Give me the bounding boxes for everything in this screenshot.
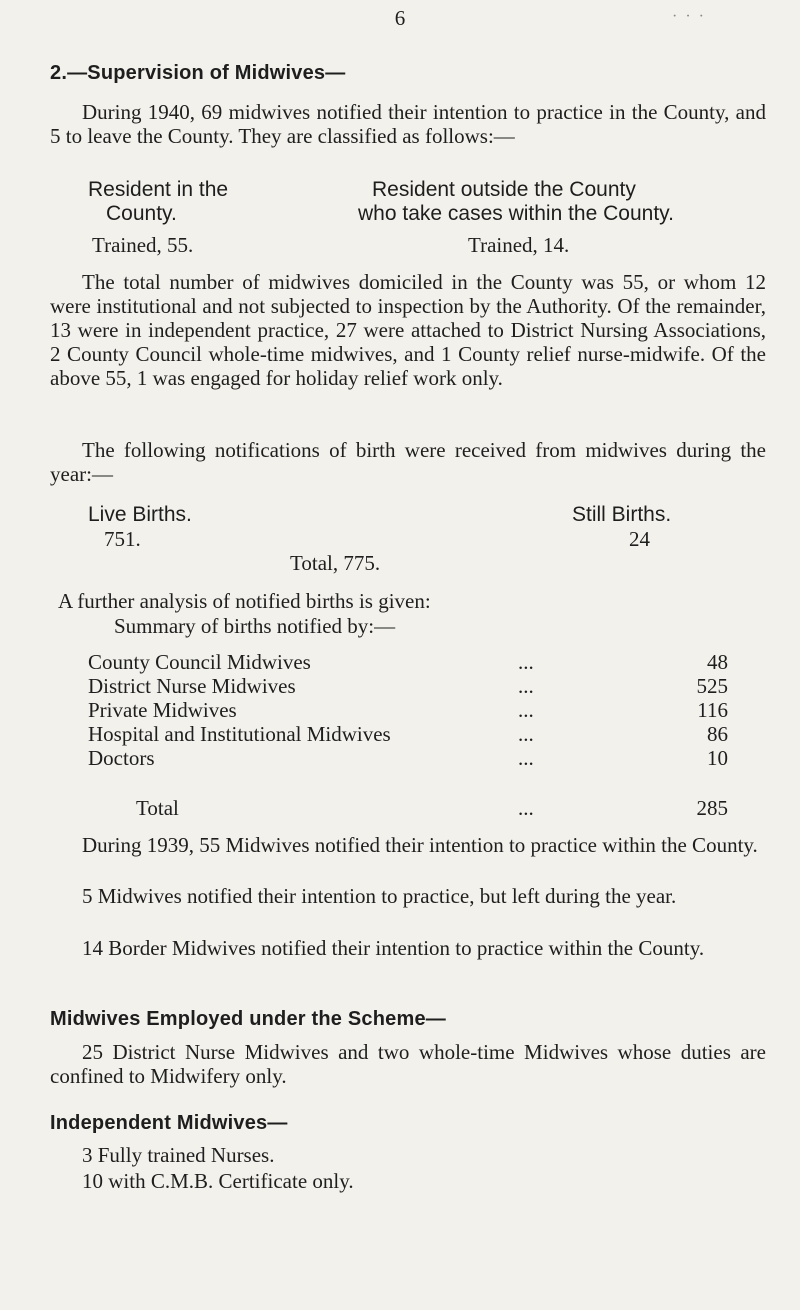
row-leader: ... (518, 650, 534, 674)
notifications-paragraph: The following notifications of birth were received from midwives during the year:— (50, 438, 766, 486)
table-total-row (88, 796, 728, 822)
row-value: 10 (707, 746, 728, 770)
col1-value: Trained, 55. (92, 233, 194, 257)
still-births-value: 24 (629, 527, 650, 551)
row-value: 48 (707, 650, 728, 674)
col2-head-line2: who take cases within the County. (358, 202, 674, 225)
col2-value: Trained, 14. (468, 233, 570, 257)
page-number: 6 (394, 6, 406, 30)
independent-heading: Independent Midwives— (50, 1112, 288, 1134)
live-births-label: Live Births. (88, 503, 192, 526)
col1-head-line1: Resident in the (88, 178, 229, 201)
table-row (88, 650, 728, 676)
employed-heading: Midwives Employed under the Scheme— (50, 1008, 446, 1030)
row-label: District Nurse Midwives (88, 674, 296, 698)
row-leader: ... (518, 746, 534, 770)
live-births-value: 751. (104, 527, 141, 551)
col2-head-line1: Resident outside the County (372, 178, 636, 201)
col1-head-line2: County. (106, 202, 177, 225)
row-label: Private Midwives (88, 698, 237, 722)
row-value: 525 (696, 674, 728, 698)
still-births-label: Still Births. (572, 503, 672, 526)
note-left: 5 Midwives notified their intention to practice, but left during the year. (82, 884, 677, 908)
row-label: Doctors (88, 746, 155, 770)
total-value: 285 (696, 796, 728, 820)
analysis-line2: Summary of births notified by:— (114, 614, 396, 638)
note-border: 14 Border Midwives notified their intention to practice within the County. (82, 936, 705, 960)
row-label: Hospital and Institutional Midwives (88, 722, 391, 746)
supervision-heading: 2.—Supervision of Midwives— (50, 62, 346, 84)
domiciled-paragraph: The total number of midwives domiciled in the County was 55, or whom 12 were institutional and not subjected to inspection by the Authority. Of the remainder, 13 were in independent practice, 27 were attached to District Nursing Associations, 2 County Council whole-time midwives, and 1 County relief nurse-midwife. Of the above 55, 1 was engaged for holiday relief work only. (50, 270, 766, 390)
row-leader: ... (518, 674, 534, 698)
row-leader: ... (518, 698, 534, 722)
independent-line2: 10 with C.M.B. Certificate only. (82, 1169, 354, 1193)
row-value: 86 (707, 722, 728, 746)
total-leader: ... (518, 796, 534, 820)
table-row (88, 674, 728, 700)
employed-text: 25 District Nurse Midwives and two whole-time Midwives whose duties are confined to Midwifery only. (50, 1040, 766, 1088)
total-label: Total (136, 796, 179, 820)
table-row (88, 698, 728, 724)
row-value: 116 (697, 698, 728, 722)
independent-line1: 3 Fully trained Nurses. (82, 1143, 275, 1167)
supervision-intro: During 1940, 69 midwives notified their intention to practice in the County, and 5 to leave the County. They are classified as follows:— (50, 100, 766, 148)
row-label: County Council Midwives (88, 650, 311, 674)
births-total: Total, 775. (290, 551, 381, 575)
note-1939: During 1939, 55 Midwives notified their intention to practice within the County. (82, 833, 758, 857)
table-row (88, 746, 728, 772)
margin-marks: · · · (672, 8, 706, 25)
analysis-line1: A further analysis of notified births is given: (58, 589, 431, 613)
table-row (88, 722, 728, 748)
row-leader: ... (518, 722, 534, 746)
